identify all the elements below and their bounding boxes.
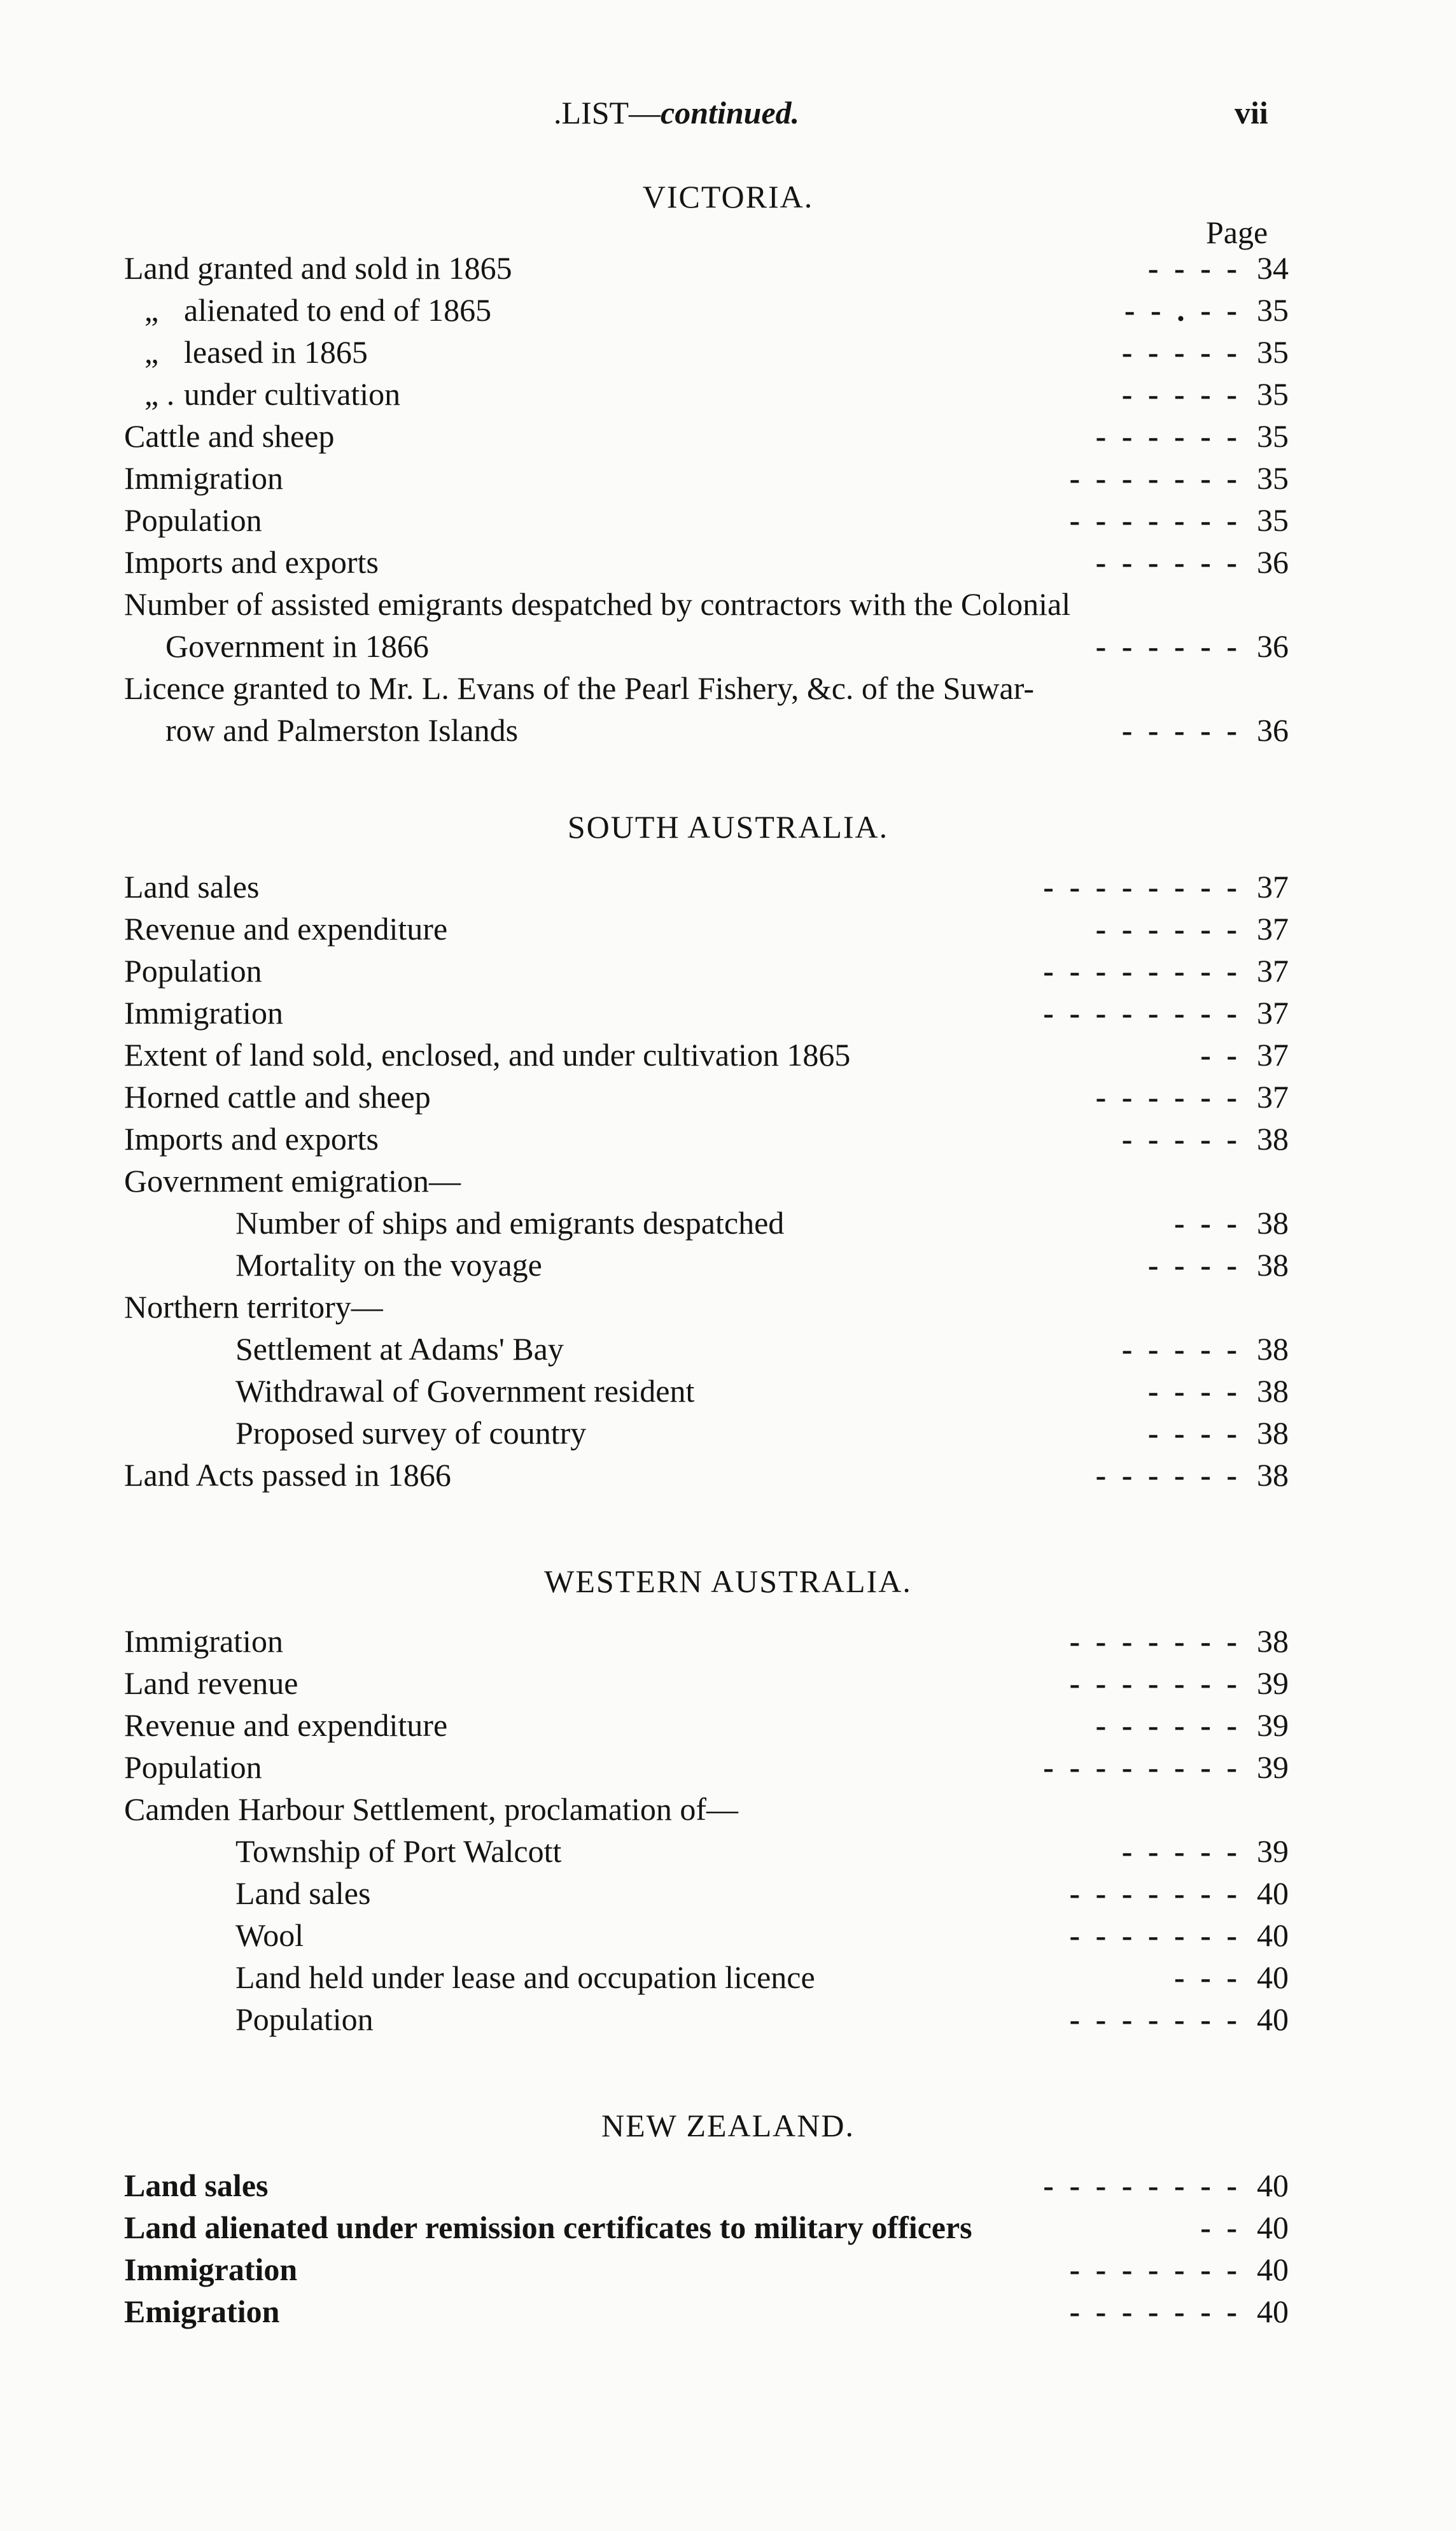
dot-leaders: - - - - - -: [1095, 544, 1241, 580]
toc-entry-title: Settlement at Adams' Bay: [235, 1331, 564, 1367]
toc-entry-page-number: 35: [1257, 334, 1289, 370]
toc-entry: [124, 1328, 1289, 1370]
dot-leaders: - - -: [1174, 1205, 1241, 1241]
toc-entry: [124, 1788, 1289, 1830]
toc-entry-title: Land sales: [124, 869, 260, 905]
toc-entry-page-number: 40: [1257, 1875, 1289, 1911]
dot-leaders: - - - -: [1147, 250, 1241, 286]
toc-entry: [124, 2164, 1289, 2206]
toc-entry-title: Imports and exports: [124, 544, 379, 580]
toc-entry-page-number: 36: [1257, 628, 1289, 664]
toc-entry: [124, 667, 1289, 709]
toc-entry-title: Land Acts passed in 1866: [124, 1457, 451, 1493]
toc-entry: [124, 1662, 1289, 1704]
toc-entry-title: [144, 373, 400, 415]
toc-entry: [124, 1160, 1289, 1202]
toc-entry-title: Proposed survey of country: [235, 1415, 587, 1451]
toc-entry-page-number: 35: [1257, 418, 1289, 454]
dot-leaders: - - - - - - -: [1069, 2001, 1241, 2037]
toc-entry-page-number: 40: [1257, 2294, 1289, 2329]
toc-entry: [124, 1202, 1289, 1244]
toc-entry-title: Immigration: [124, 2252, 298, 2287]
toc-entry-title: Camden Harbour Settlement, proclamation of—: [124, 1791, 739, 1827]
dot-leaders: - - - - -: [1121, 712, 1241, 748]
toc-entry-title: Immigration: [124, 995, 283, 1031]
toc-entry-page-number: 40: [1257, 2210, 1289, 2245]
ditto-mark: „ .: [144, 376, 175, 412]
toc-entry-page-number: 37: [1257, 953, 1289, 989]
toc-entry-title: Population: [124, 502, 262, 538]
toc-entry-title: Cattle and sheep: [124, 418, 335, 454]
page-header: [0, 94, 1456, 145]
toc-entry: [124, 1704, 1289, 1746]
toc-entry-title: Land sales: [235, 1875, 371, 1911]
toc-entry-title-text: under cultivation: [184, 376, 401, 412]
dot-leaders: - - - - - -: [1095, 911, 1241, 947]
section-title-new-zealand: NEW ZEALAND.: [601, 2108, 855, 2143]
dot-leaders: - - - - - -: [1095, 628, 1241, 664]
dot-leaders: - - - - - -: [1095, 1457, 1241, 1493]
toc-entry-title: Mortality on the voyage: [235, 1247, 542, 1283]
toc-entry-page-number: 38: [1257, 1373, 1289, 1409]
toc-entry-page-number: 35: [1257, 292, 1289, 328]
toc-entry-title: Population: [124, 953, 262, 989]
toc-entry-title: Population: [124, 1749, 262, 1785]
toc-entry: [124, 1412, 1289, 1454]
toc-entry-title-text: leased in 1865: [184, 334, 368, 370]
toc-entry: [124, 1454, 1289, 1496]
dot-leaders: - - - - - - - -: [1043, 869, 1241, 905]
toc-entry-title: Emigration: [124, 2294, 280, 2329]
toc-entry: [124, 625, 1289, 667]
toc-entry-title: Immigration: [124, 1623, 283, 1659]
toc-entry-title: Extent of land sold, enclosed, and under cultivation 1865: [124, 1037, 851, 1073]
section-title-western-australia: WESTERN AUSTRALIA.: [544, 1563, 912, 1599]
toc-entry-title: Revenue and expenditure: [124, 911, 448, 947]
dot-leaders: - -: [1200, 2210, 1241, 2245]
toc-entry: [124, 1286, 1289, 1328]
toc-entry-page-number: 36: [1257, 712, 1289, 748]
toc-entry-page-number: 35: [1257, 376, 1289, 412]
toc-entry-page-number: 36: [1257, 544, 1289, 580]
dot-leaders: - - - - -: [1121, 1331, 1241, 1367]
toc-entry-title: Withdrawal of Government resident: [235, 1373, 695, 1409]
dot-leaders: - - - - - - -: [1069, 460, 1241, 496]
toc-entry-page-number: 37: [1257, 869, 1289, 905]
toc-entry-page-number: 40: [1257, 2252, 1289, 2287]
toc-entry: [124, 499, 1289, 541]
dot-leaders: - - - - - - -: [1069, 1665, 1241, 1701]
toc-entry-title: Licence granted to Mr. L. Evans of the Pearl Fishery, &c. of the Suwar-: [124, 670, 1035, 706]
toc-entry: [124, 866, 1289, 908]
toc-entry-page-number: 39: [1257, 1833, 1289, 1869]
dot-leaders: - - - - - - - -: [1043, 2168, 1241, 2203]
toc-entry: [124, 1244, 1289, 1286]
toc-entry-title: Number of ships and emigrants despatched: [235, 1205, 785, 1241]
toc-entry: [124, 1914, 1289, 1956]
ditto-mark: „: [144, 292, 159, 328]
toc-entry-page-number: 35: [1257, 502, 1289, 538]
toc-entry: [124, 709, 1289, 751]
dot-leaders: - - - - -: [1121, 1833, 1241, 1869]
toc-entry: [124, 1034, 1289, 1076]
toc-entry-page-number: 40: [1257, 1917, 1289, 1953]
toc-entry-title: Land granted and sold in 1865: [124, 250, 512, 286]
dot-leaders: - - - - - - - -: [1043, 1749, 1241, 1785]
dot-leaders: - - - - - -: [1095, 418, 1241, 454]
toc-entry: [124, 2290, 1289, 2332]
dot-leaders: - - - - - -: [1095, 1707, 1241, 1743]
toc-entry-title-text: alienated to end of 1865: [184, 292, 492, 328]
toc-entry-title: Horned cattle and sheep: [124, 1079, 431, 1115]
toc-entry-title: row and Palmerston Islands: [165, 712, 519, 748]
dot-leaders: - - . - -: [1124, 292, 1241, 328]
toc-entry-page-number: 37: [1257, 1079, 1289, 1115]
toc-entry-page-number: 38: [1257, 1331, 1289, 1367]
dot-leaders: - - -: [1174, 1959, 1241, 1995]
dot-leaders: - - - - - - -: [1069, 2294, 1241, 2329]
dot-leaders: - - - - - - -: [1069, 2252, 1241, 2287]
toc-entry-page-number: 38: [1257, 1247, 1289, 1283]
toc-entry-title: Northern territory—: [124, 1289, 383, 1325]
toc-entry-page-number: 38: [1257, 1121, 1289, 1157]
dot-leaders: - - - - - - -: [1069, 502, 1241, 538]
toc-entry-page-number: 38: [1257, 1457, 1289, 1493]
toc-entry-page-number: 35: [1257, 460, 1289, 496]
toc-entry-page-number: 39: [1257, 1707, 1289, 1743]
toc-entry: [124, 1956, 1289, 1998]
toc-entry-page-number: 34: [1257, 250, 1289, 286]
toc-entry-title: Government emigration—: [124, 1163, 461, 1199]
toc-entry: [124, 1620, 1289, 1662]
toc-entry-title: Number of assisted emigrants despatched by contractors with the Colonial: [124, 586, 1071, 622]
toc-entry: [124, 2206, 1289, 2248]
toc-entry: [124, 583, 1289, 625]
dot-leaders: - -: [1200, 1037, 1241, 1073]
dot-leaders: - - - - - - -: [1069, 1875, 1241, 1911]
toc-entry-page-number: 37: [1257, 995, 1289, 1031]
toc-entry: [124, 2248, 1289, 2290]
toc-entry-page-number: 38: [1257, 1415, 1289, 1451]
page-number: vii: [1235, 95, 1268, 130]
toc-entry-page-number: 37: [1257, 1037, 1289, 1073]
toc-entry-title: Immigration: [124, 460, 283, 496]
toc-entry-page-number: 38: [1257, 1623, 1289, 1659]
dot-leaders: - - - -: [1147, 1247, 1241, 1283]
dot-leaders: - - - - - - - -: [1043, 953, 1241, 989]
toc-entry: [124, 1118, 1289, 1160]
toc-entry: [124, 247, 1289, 289]
dot-leaders: - - - - - - -: [1069, 1917, 1241, 1953]
dot-leaders: - - - - -: [1121, 376, 1241, 412]
section-title-south-australia: SOUTH AUSTRALIA.: [567, 809, 889, 845]
toc-entry-title: [144, 289, 491, 331]
dot-leaders: - - - -: [1147, 1415, 1241, 1451]
toc-entry-title: Wool: [235, 1917, 304, 1953]
running-title-continued: continued.: [661, 95, 800, 130]
toc-entry-page-number: 40: [1257, 1959, 1289, 1995]
toc-entry: [124, 992, 1289, 1034]
running-title-prefix: .LIST—: [554, 95, 661, 130]
dot-leaders: - - - - - - - -: [1043, 995, 1241, 1031]
toc-entry-title: Land sales: [124, 2168, 269, 2203]
toc-entry: [124, 950, 1289, 992]
dot-leaders: - - - -: [1147, 1373, 1241, 1409]
toc-entry-title: Land alienated under remission certificates to military officers: [124, 2210, 972, 2245]
toc-entry: [124, 1746, 1289, 1788]
toc-entry-title: [144, 331, 368, 373]
toc-entry: [124, 1370, 1289, 1412]
dot-leaders: - - - - -: [1121, 1121, 1241, 1157]
toc-entry-title: Government in 1866: [165, 628, 429, 664]
toc-entry: [124, 415, 1289, 457]
toc-entry: [124, 1830, 1289, 1872]
toc-entry: [124, 541, 1289, 583]
toc-entry-title: Imports and exports: [124, 1121, 379, 1157]
dot-leaders: - - - - -: [1121, 334, 1241, 370]
toc-entry-title: Revenue and expenditure: [124, 1707, 448, 1743]
toc-entry-page-number: 39: [1257, 1665, 1289, 1701]
ditto-mark: „: [144, 334, 159, 370]
toc-entry: [124, 1076, 1289, 1118]
toc-entry: [124, 289, 1289, 331]
toc-entry-page-number: 40: [1257, 2001, 1289, 2037]
toc-entry: [124, 908, 1289, 950]
toc-entry-title: Population: [235, 2001, 374, 2037]
section-title-victoria: VICTORIA.: [642, 179, 814, 215]
dot-leaders: - - - - - -: [1095, 1079, 1241, 1115]
dot-leaders: - - - - - - -: [1069, 1623, 1241, 1659]
toc-entry: [124, 331, 1289, 373]
toc-entry-page-number: 38: [1257, 1205, 1289, 1241]
toc-entry-title: Township of Port Walcott: [235, 1833, 562, 1869]
toc-entry: [124, 457, 1289, 499]
toc-entry: [124, 1998, 1289, 2040]
toc-entry: [124, 1872, 1289, 1914]
running-title: [554, 94, 799, 131]
toc-entry-title: Land held under lease and occupation licence: [235, 1959, 815, 1995]
page-column-header: Page: [1206, 215, 1268, 250]
toc-entry-page-number: 39: [1257, 1749, 1289, 1785]
toc-entry-page-number: 37: [1257, 911, 1289, 947]
toc-entry-title: Land revenue: [124, 1665, 298, 1701]
toc-entry: [124, 373, 1289, 415]
toc-entry-page-number: 40: [1257, 2168, 1289, 2203]
